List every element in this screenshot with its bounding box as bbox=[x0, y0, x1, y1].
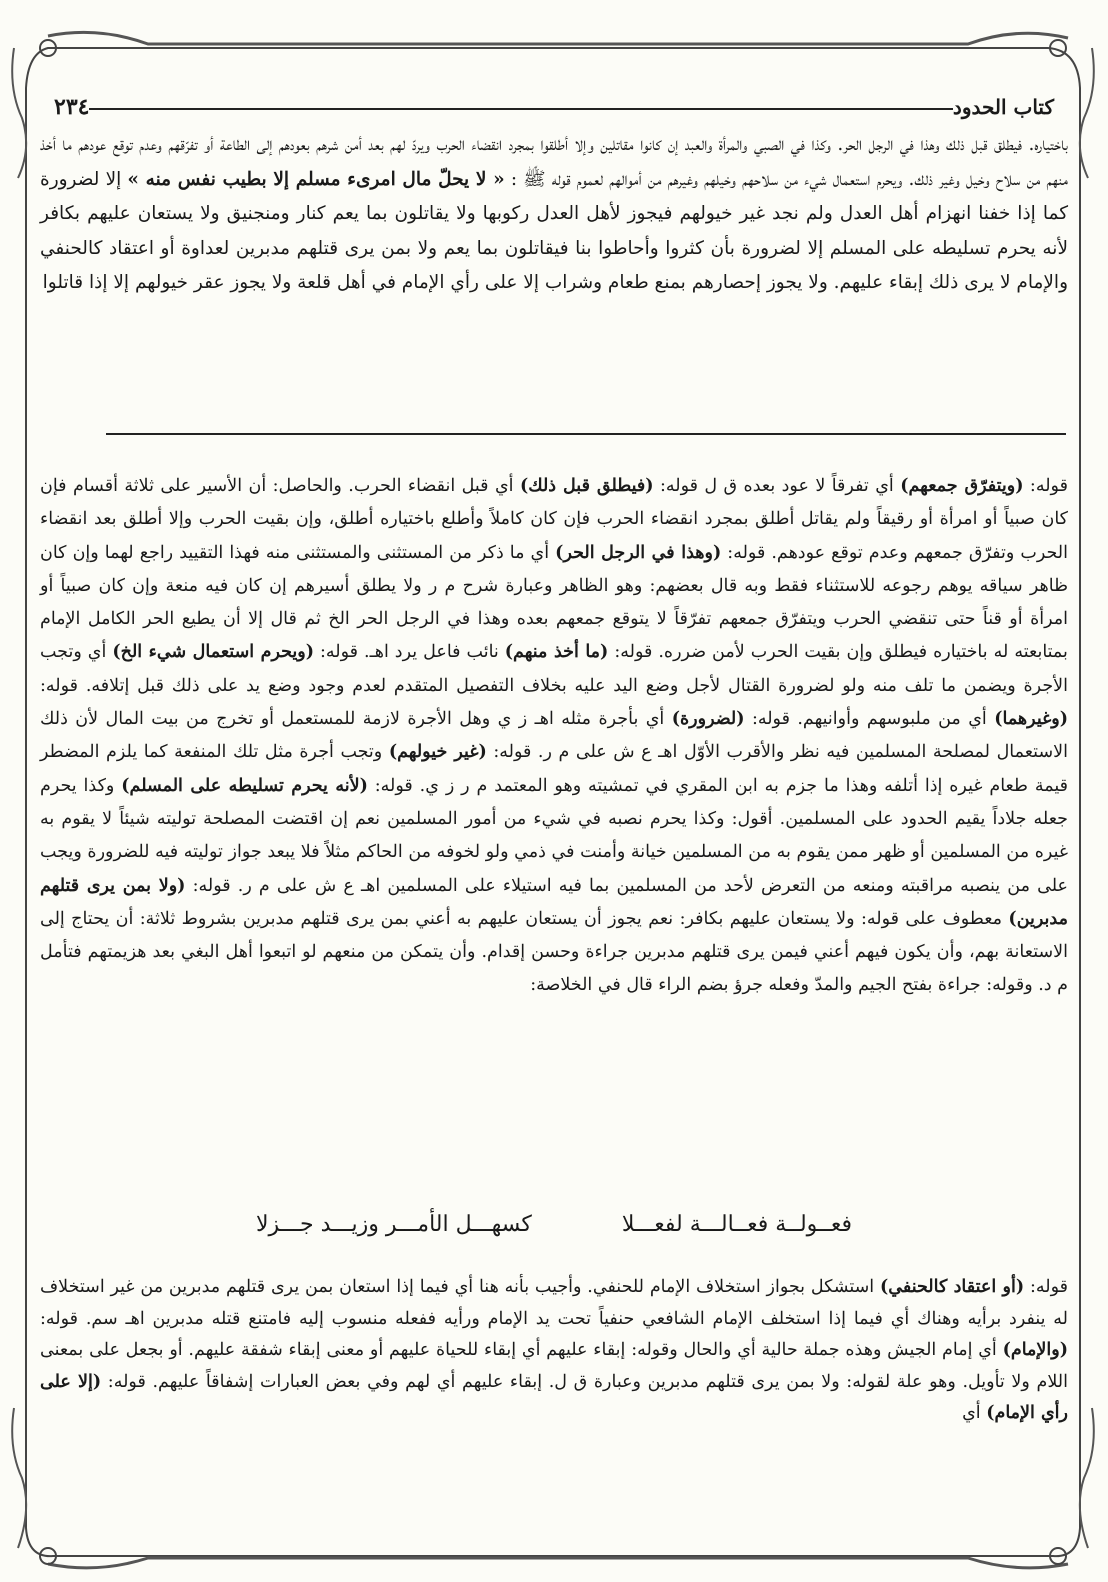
commentary-text: قوله: bbox=[1029, 1277, 1068, 1297]
poem-hemistich-right: فعــولــة فعــالـــة لفعـــلا bbox=[621, 1212, 853, 1237]
commentary-text: أي ما ذكر من المستثنى والمستثنى منه فهذا التقييد راجع لهما وإن كان ظاهر سياقه يوهم رجوعه للاستثناء فقط وبه قال بعضهم: وهو الظاهر وعبارة شرح م ر ولا يطلق أسيرهم إن كان فيه منعة وإن كان صبياً أو امرأة أو قناً حتى تنقضي الحرب ويتفرّق جمعهم تفرّقاً لا يتوقع جمعهم بعده وهذا في الرجل الحر الخ ثم قال إلا أن يطيع الحر الكامل الإمام بمتابعته له باختياره فيطلق وإن بقيت الحرب لأمن ضرره. قوله: bbox=[40, 542, 1068, 663]
main-paragraph-2: إلا لضرورة كما إذا خفنا انهزام أهل العدل ولم نجد غير خيولهم فيجوز لأهل العدل ركوبها ولا يقاتلون بما يعم كنار ومنجنيق ولا يستعان عليهم بكافر لأنه يحرم تسليطه على المسلم إلا لضرورة بأن كثروا وأحاطوا بنا فيقاتلون بما يعم ولا بمن يرى قتلهم مدبرين لعداوة أو اعتقاد كالحنفي والإمام لا يرى ذلك إبقاء عليهم. ولا يجوز إحصارهم بمنع طعام وشراب إلا على رأي الإمام في أهل قلعة ولا يجوز عقر خيولهم إلا إذا قاتلوا bbox=[40, 168, 1068, 293]
commentary-keyword: (غير خيولهم) bbox=[388, 742, 487, 763]
commentary-text: وتجب أجرة مثل تلك المنفعة كما يلزم المضطر قيمة طعام غيره إذا أتلفه وهذا ما جزم به ابن المقري في تمشيته وهو المعتمد م ر ز ي. قوله: bbox=[40, 742, 1068, 796]
commentary-text: أي وتجب الأجرة ويضمن ما تلف منه ولو لضرورة القتال لأجل وضع اليد عليه بخلاف التفصيل المتقدم لعدم وجود وضع يد على ذلك قبل إتلافه. قوله: bbox=[40, 642, 1068, 696]
commentary-keyword: (لأنه يحرم تسليطه على المسلم) bbox=[121, 775, 368, 796]
main-paragraph-1: باختياره. فيطلق قبل ذلك وهذا في الرجل الحر. وكذا في الصبي والمرأة والعبد إن كانوا مقاتلين وإلا أطلقوا بمجرد انقضاء الحرب ويردّ لهم بعد أمن شرهم بعودهم إلى الطاعة أو تفرّقهم وعدم توقع عودهم ما أخذ منهم من سلاح وخيل وغير ذلك. ويحرم استعمال شيء من سلاحهم وخيلهم وغيرهم من أموالهم لعموم قوله ﷺ : bbox=[40, 134, 1068, 190]
commentary-keyword: (ما أخذ منهم) bbox=[504, 642, 609, 663]
page-header bbox=[40, 90, 1068, 124]
poem-hemistich-left: كسهـــل الأمـــر وزيـــد جـــزلا bbox=[255, 1212, 532, 1237]
book-title: كتاب الحدود bbox=[952, 95, 1054, 119]
commentary-text: أي إمام الجيش وهذه جملة حالية أي والحال وقوله: إبقاء عليهم أي إبقاء للحياة عليهم أو معنى إبقاء شفقة عليهم. أو بجعل على بمعنى اللام ولا تأويل. وهو علة لقوله: ولا بمن يرى قتلهم مدبرين وعبارة ق ل. إبقاء عليهم أي لهم وفي بعض العبارات إشفاقاً عليهم. قوله: bbox=[40, 1340, 1068, 1392]
commentary-keyword: (لضرورة) bbox=[671, 709, 745, 730]
commentary-keyword: (فيطلق قبل ذلك) bbox=[519, 476, 654, 496]
commentary-keyword: (والإمام) bbox=[1002, 1340, 1068, 1360]
commentary-text: أي بأجرة مثله اهـ ز ي وهل الأجرة لازمة للمستعمل أو تخرج من بيت المال لأن ذلك الاستعمال لمصلحة المسلمين فيه نظر والأقرب الأوّل اهـ ع ش على م ر. قوله: bbox=[40, 709, 1068, 763]
commentary-text: استشكل بجواز استخلاف الإمام للحنفي. وأجيب بأنه هنا أي فيما إذا استعان بمن يرى قتلهم مدبرين من غير استخلاف له ينفرد برأيه وهناك أي فيما إذا استخلف الإمام الشافعي حنفياً تحت يد الإمام ورأيه ففعله منسوب إليه فامتنع قتله مدبرين اهـ سم. قوله: bbox=[40, 1277, 1068, 1329]
commentary-text: أي قبل انقضاء الحرب. والحاصل: أن الأسير على ثلاثة أقسام فإن كان صبياً أو امرأة أو رقيقاً ولم يقاتل أطلق بمجرد انقضاء الحرب فإن كان كاملاً وأطلع باختياره أطلق، وإن بقيت الحرب وإلا أطلق بعد انقضاء الحرب وتفرّق جمعهم وعدم توقع عودهم. قوله: bbox=[40, 476, 1068, 563]
page-content bbox=[40, 0, 1068, 1582]
commentary-text: أي bbox=[962, 1403, 981, 1423]
commentary-keyword: (أو اعتقاد كالحنفي) bbox=[880, 1277, 1025, 1297]
commentary-text: نائب فاعل يرد اهـ. قوله: bbox=[320, 642, 499, 663]
hadith-quote: « لا يحلّ مال امرىء مسلم إلا بطيب نفس منه » bbox=[127, 168, 505, 190]
commentary-text: أي تفرقاً لا عود بعده ق ل قوله: bbox=[659, 476, 894, 496]
commentary-text: قوله: bbox=[1029, 476, 1068, 496]
commentary-keyword: (ولا بمن يرى قتلهم مدبرين) bbox=[40, 875, 1068, 929]
page-number: ٢٣٤ bbox=[54, 94, 90, 120]
commentary-keyword: (وهذا في الرجل الحر) bbox=[555, 542, 722, 563]
poem-verse bbox=[40, 1212, 1068, 1252]
commentary bbox=[40, 470, 1068, 1003]
commentary-keyword: (وغيرهما) bbox=[994, 709, 1068, 730]
commentary-keyword: (ويحرم استعمال شيء الخ) bbox=[112, 642, 315, 663]
commentary-keyword: (ويتفرّق جمعهم) bbox=[900, 476, 1024, 496]
main-text bbox=[40, 128, 1068, 301]
commentary-keyword: (إلا على رأي الإمام) bbox=[40, 1371, 1068, 1423]
footnote-separator bbox=[106, 433, 1066, 435]
commentary-continued bbox=[40, 1272, 1068, 1430]
header-rule bbox=[89, 108, 952, 110]
commentary-text: معطوف على قوله: ولا يستعان عليهم بكافر: نعم يجوز أن يستعان عليهم به أعني بمن يرى قتلهم مدبرين بشروط ثلاثة: أن يحتاج إلى الاستعانة بهم، وأن يكون فيهم أعني فيمن يرى قتلهم مدبرين جراءة وحسن إقدام. وأن يتمكن من منعهم لو اتبعوا أهل البغي بعد هزيمتهم فتأمل م د. وقوله: جراءة بفتح الجيم والمدّ وفعله جرؤ بضم الراء قال في الخلاصة: bbox=[40, 908, 1068, 996]
commentary-text: أي من ملبوسهم وأوانيهم. قوله: bbox=[751, 709, 987, 730]
commentary-text: وكذا يحرم جعله جلاداً يقيم الحدود على المسلمين. أقول: وكذا يحرم نصبه في شيء من أمور المسلمين نعم إن اقتضت المصلحة توليته شيئاً لا يقوم به غيره من المسلمين أو ظهر ممن يقوم به من المسلمين خيانة وأمنت في ذمي ولو لخوفه من الحاكم مثلاً فلا يبعد جواز توليته فيه للضرورة ويجب على من ينصبه مراقبته ومنعه من التعرض لأحد من المسلمين بما فيه استيلاء على المسلمين اهـ ع ش على م ر. قوله: bbox=[40, 775, 1068, 896]
